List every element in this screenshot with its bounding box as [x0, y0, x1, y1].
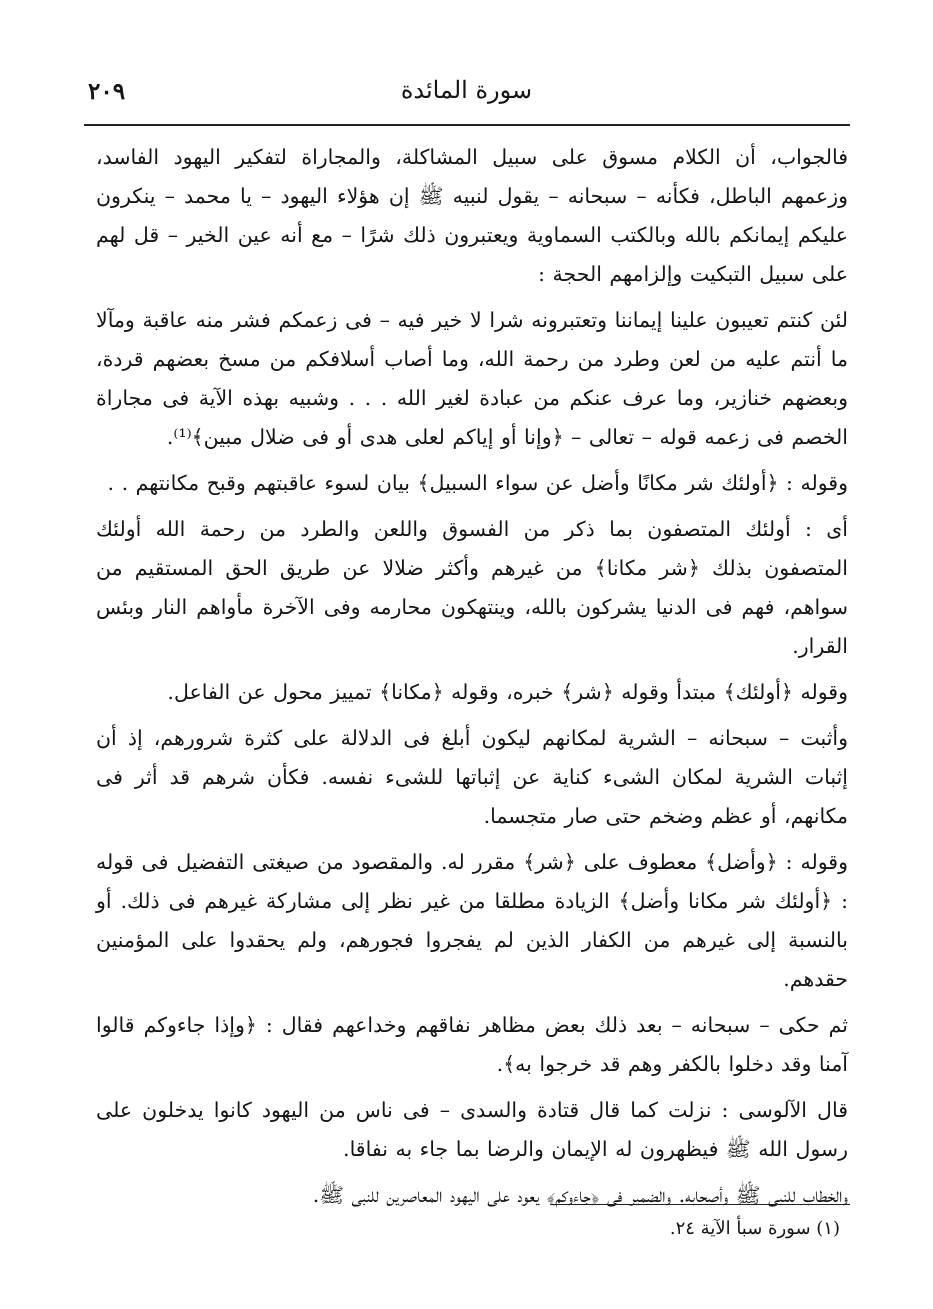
- paragraph-evil-place: وأثبت – سبحانه – الشرية لمكانهم ليكون أبلغ فى الدلالة على كثرة شرورهم، إذ أن إثبات الشرية لمكان الشىء كناية عن إثباتها للشىء نفسه. فكأن شرهم قد أثر فى مكانهم، أو عظم وضخم حتى صار متجسما.: [96, 726, 848, 828]
- footnote: (١) سورة سبأ الآية ٢٤.: [669, 1218, 840, 1239]
- sura-title: سورة المائدة: [400, 76, 533, 104]
- paragraph-alusi: قال الآلوسى : نزلت كما قال قتادة والسدى – فى ناس من اليهود كانوا يدخلون على رسول الله ﷺ فيظهرون له الإيمان والرضا بما جاء به نفاقا.: [96, 1098, 848, 1161]
- footnote-rule: [550, 1204, 850, 1205]
- paragraph-hypocrisy: ثم حكى – سبحانه – بعد ذلك بعض مظاهر نفاقهم وخداعهم فقال : ﴿وإذا جاءوكم قالوا آمنا وقد دخلوا بالكفر وهم قد خرجوا به﴾.: [96, 1013, 848, 1076]
- paragraph-meaning: أى : أولئك المتصفون بما ذكر من الفسوق واللعن والطرد من رحمة الله أولئك المتصفون بذلك ﴿شر مكانا﴾ من غيرهم وأكثر ضلالا عن طريق الحق المستقيم من سواهم، فهم فى الدنيا يشركون بالله، وينتهكون محارمه وفى الآخرة مأواهم النار وبئس القرار.: [96, 517, 848, 658]
- paragraph-grammar: وقوله ﴿أولئك﴾ مبتدأ وقوله ﴿شر﴾ خبره، وقوله ﴿مكانا﴾ تمييز محول عن الفاعل.: [167, 680, 848, 704]
- paragraph-more-astray: وقوله : ﴿وأضل﴾ معطوف على ﴿شر﴾ مقرر له. والمقصود من صيغتى التفضيل فى قوله : ﴿أولئك شر مكانا وأضل﴾ الزيادة مطلقا من غير نظر إلى مشاركة غيرهم فى ذلك. أو بالنسبة إلى غيرهم من الكفار الذين لم يفجروا فجورهم، ولم يحقدوا على المؤمنين حقدهم.: [96, 850, 848, 991]
- paragraph-those-worse-place: وقوله : ﴿أولئك شر مكانًا وأضل عن سواء السبيل﴾ بيان لسوء عاقبتهم وقبح مكانتهم . .: [107, 471, 848, 495]
- paragraph-address: والخطاب للنبى ﷺ وأصحابه. والضمير فى ﴿جاءوكم﴾ يعود على اليهود المعاصرين للنبى ﷺ.: [312, 1183, 848, 1207]
- paragraph-if-you-blame: لئن كنتم تعيبون علينا إيماننا وتعتبرونه شرا لا خير فيه – فى زعمكم فشر منه عاقبة ومآلا ما أنتم عليه من لعن وطرد من رحمة الله، وما أصاب أسلافكم من مسخ بعضهم قردة، وبعضهم خنازير، وما عرف عنكم من عبادة لغير الله . . . وشبيه بهذه الآية فى مجاراة الخصم فى زعمه قوله – تعالى – ﴿وإنا أو إياكم لعلى هدى أو فى ضلال مبين﴾⁽¹⁾.: [96, 308, 848, 449]
- page-number: ٢٠٩: [88, 78, 126, 105]
- paragraph-answer: فالجواب، أن الكلام مسوق على سبيل المشاكلة، والمجاراة لتفكير اليهود الفاسد، وزعمهم الباطل، فكأنه – سبحانه – يقول لنبيه ﷺ إن هؤلاء اليهود – يا محمد – ينكرون عليكم إيمانكم بالله وبالكتب السماوية ويعتبرون ذلك شرًا – مع أنه عين الخير – قل لهم على سبيل التبكيت وإلزامهم الحجة :: [96, 145, 848, 286]
- header-rule: [84, 124, 850, 126]
- page-body: [96, 138, 848, 1222]
